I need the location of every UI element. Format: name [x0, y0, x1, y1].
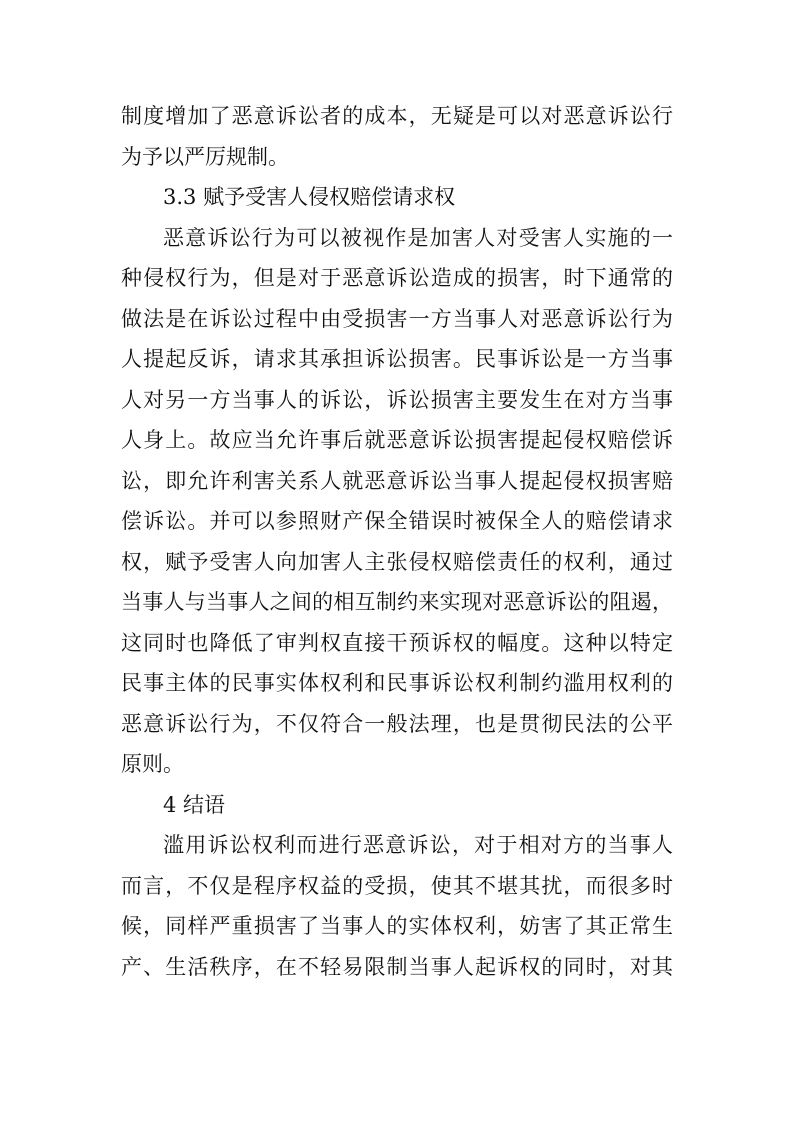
text-line: 偿诉讼。并可以参照财产保全错误时被保全人的赔偿请求	[121, 509, 673, 533]
text-line: 为予以严厉规制。	[121, 144, 289, 169]
text-line: 滥用诉讼权利而进行恶意诉讼，对于相对方的当事人	[163, 833, 673, 857]
text-line: 讼，即允许利害关系人就恶意诉讼当事人提起侵权损害赔	[121, 468, 673, 493]
text-line: 当事人与当事人之间的相互制约来实现对恶意诉讼的阻遏，	[121, 590, 673, 614]
text-line: 产、生活秩序，在不轻易限制当事人起诉权的同时，对其	[121, 954, 673, 979]
text-line: 候，同样严重损害了当事人的实体权利，妨害了其正常生	[121, 914, 673, 938]
text-line: 权，赋予受害人向加害人主张侵权赔偿责任的权利，通过	[121, 549, 673, 574]
text-line: 做法是在诉讼过程中由受损害一方当事人对恶意诉讼行为	[121, 306, 673, 331]
text-line: 恶意诉讼行为，不仅符合一般法理，也是贯彻民法的公平	[121, 711, 673, 736]
text-line: 种侵权行为，但是对于恶意诉讼造成的损害，时下通常的	[121, 266, 673, 290]
text-line: 人提起反诉，请求其承担诉讼损害。民事诉讼是一方当事	[121, 347, 673, 371]
body-text	[121, 96, 673, 987]
section-heading: 4 结语	[163, 792, 226, 817]
text-line: 民事主体的民事实体权利和民事诉讼权利制约滥用权利的	[121, 671, 673, 695]
text-line: 这同时也降低了审判权直接干预诉权的幅度。这种以特定	[121, 630, 673, 655]
text-line: 制度增加了恶意诉讼者的成本，无疑是可以对恶意诉讼行	[121, 104, 673, 128]
text-line: 恶意诉讼行为可以被视作是加害人对受害人实施的一	[163, 225, 673, 250]
section-heading: 3.3 赋予受害人侵权赔偿请求权	[163, 185, 456, 209]
text-line: 原则。	[121, 752, 184, 776]
text-line: 而言，不仅是程序权益的受损，使其不堪其扰，而很多时	[121, 873, 673, 898]
text-line: 人身上。故应当允许事后就恶意诉讼损害提起侵权赔偿诉	[121, 428, 673, 452]
text-line: 人对另一方当事人的诉讼，诉讼损害主要发生在对方当事	[121, 387, 673, 412]
